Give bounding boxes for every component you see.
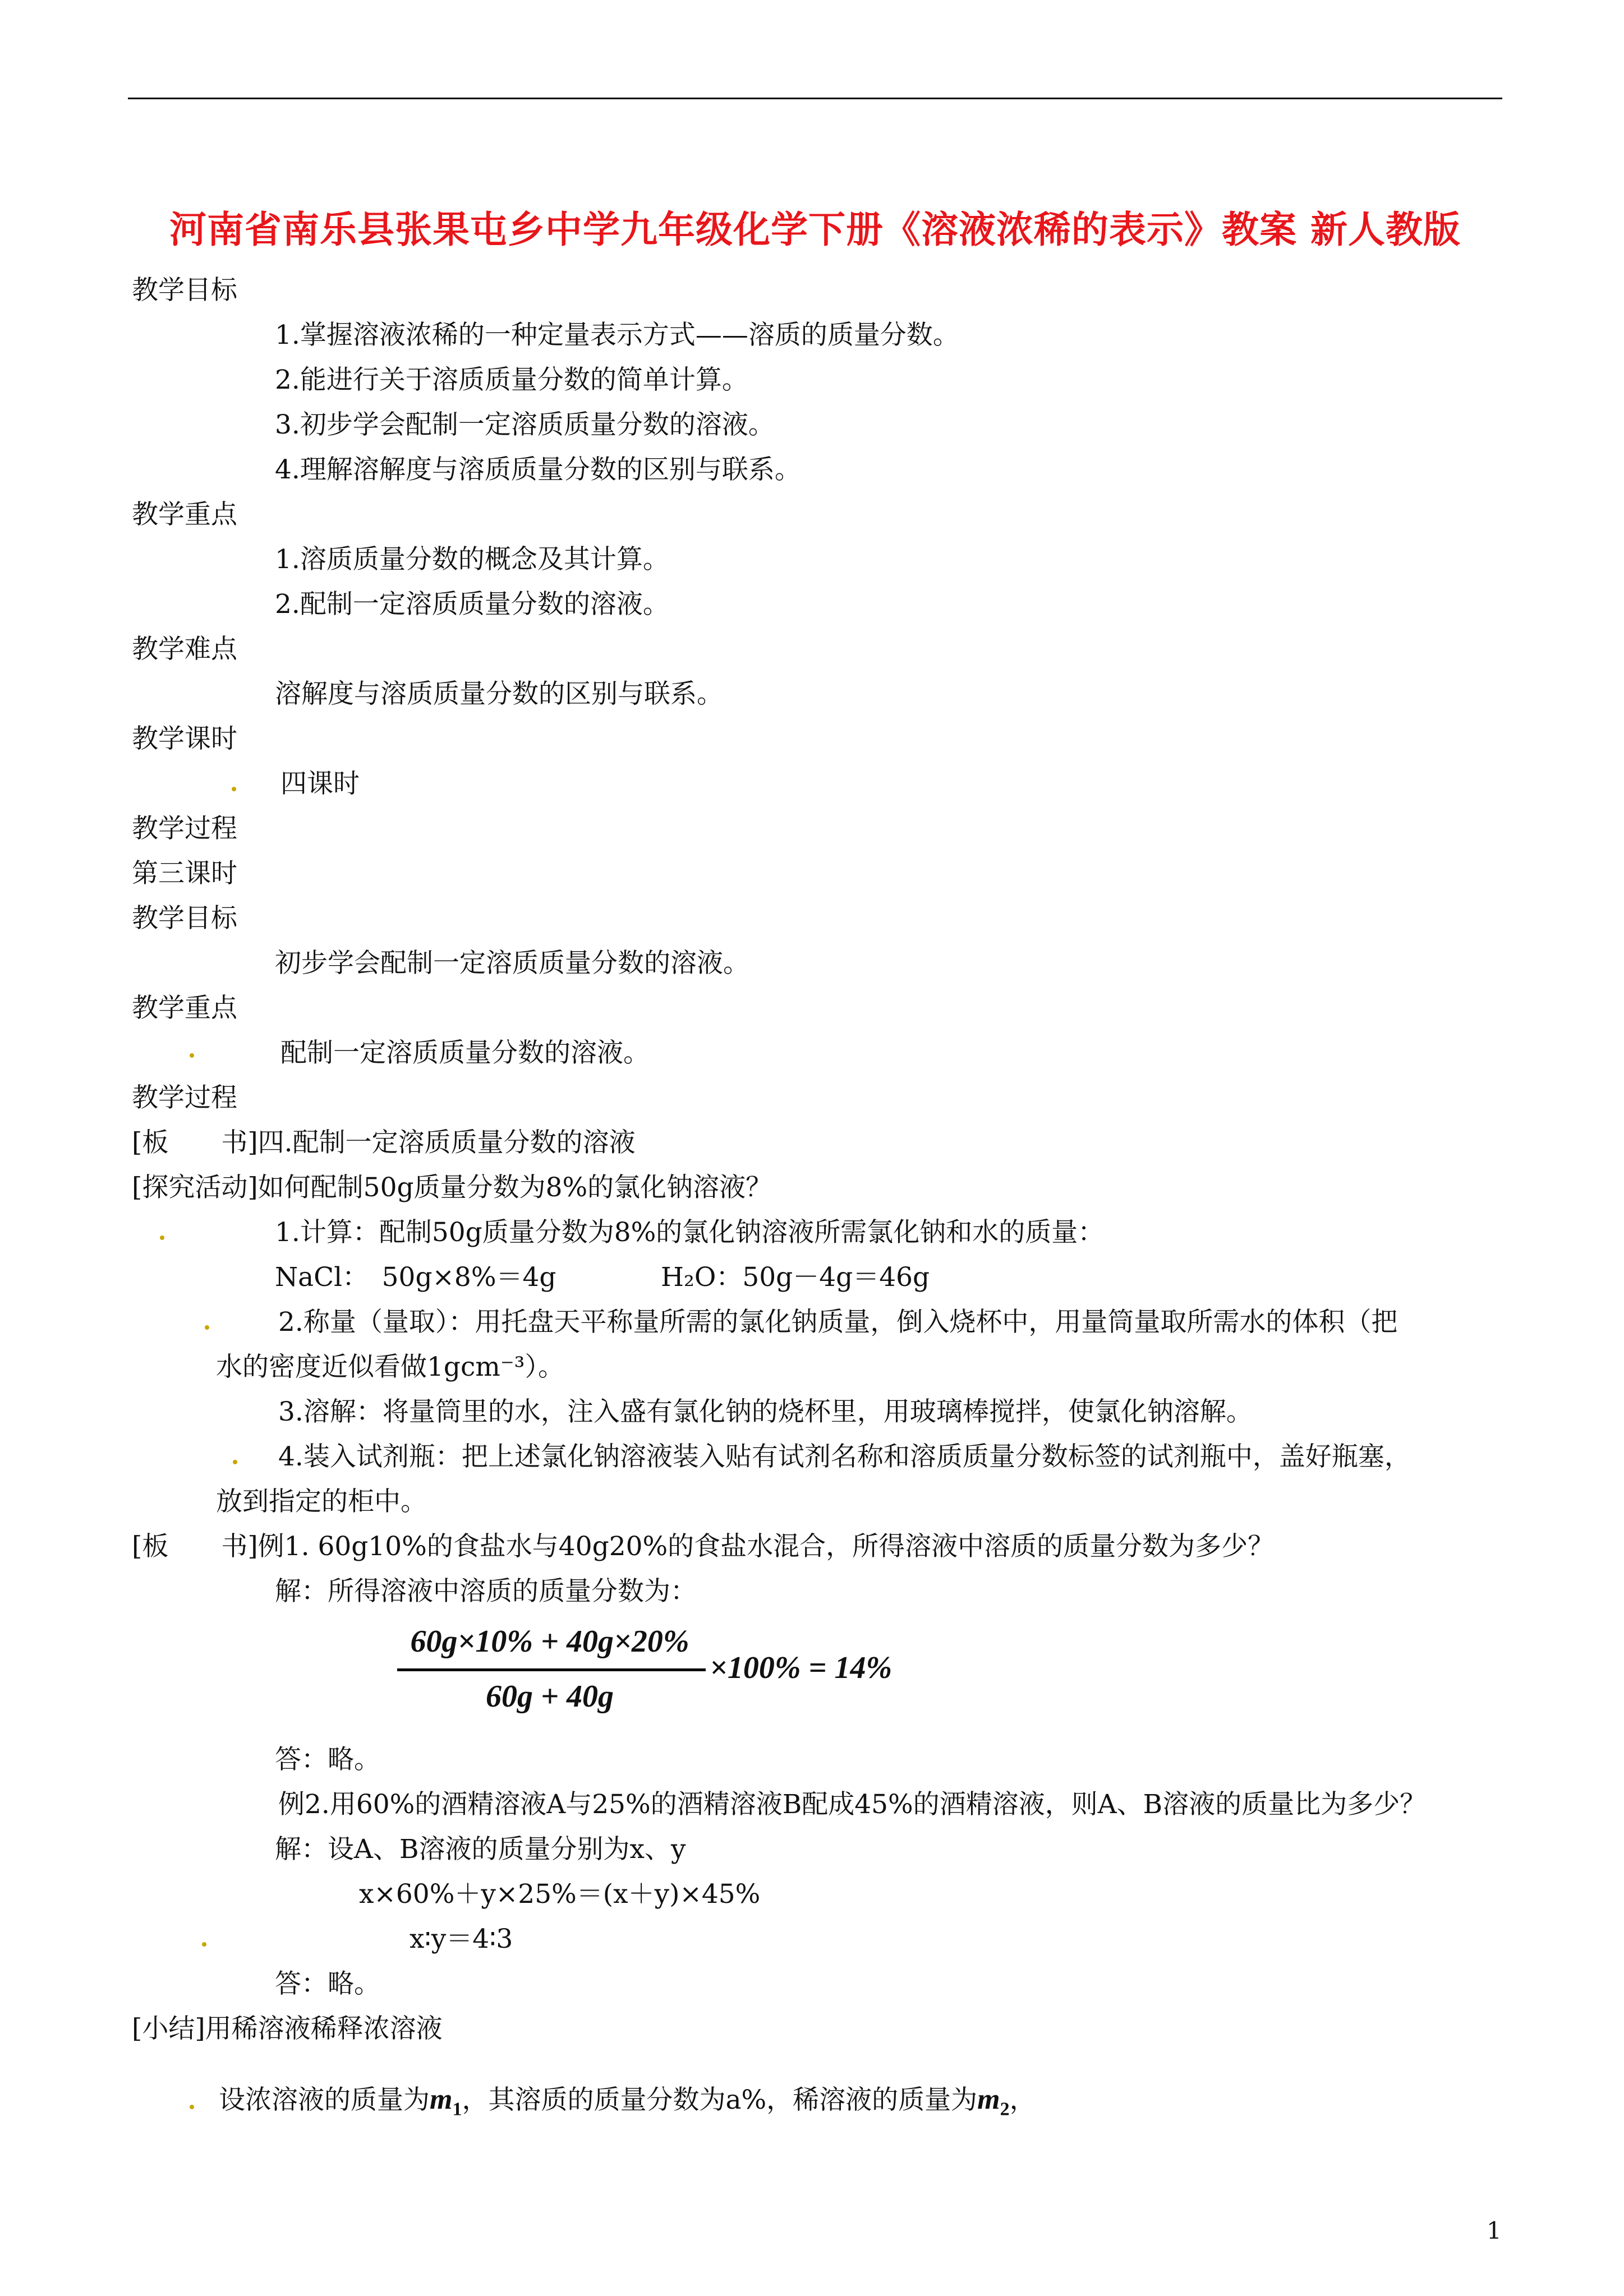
stray-mark	[160, 1235, 164, 1240]
page-number: 1	[1487, 2217, 1502, 2244]
example-2-ratio: x∶y＝4∶3	[410, 1924, 513, 1954]
dilution-text-2: ，其溶质的质量分数为a%，稀溶液的质量为	[462, 2085, 978, 2115]
step-bottle-cont: 放到指定的柜中。	[216, 1486, 427, 1517]
goal-item: 初步学会配制一定溶质质量分数的溶液。	[275, 948, 749, 979]
fraction-bar	[397, 1668, 706, 1671]
example-2-equation: x×60%＋y×25%＝(x＋y)×45%	[359, 1879, 761, 1910]
heading-key-points: 教学重点	[132, 499, 237, 530]
document-title: 河南省南乐县张果屯乡中学九年级化学下册《溶液浓稀的表示》教案 新人教版	[169, 208, 1461, 251]
calc-nacl: NaCl： 50g×8%＝4g	[275, 1262, 556, 1293]
heading-difficulties: 教学难点	[132, 634, 237, 665]
summary-heading: [小结]用稀溶液稀释浓溶液	[132, 2013, 443, 2044]
step-dissolve: 3.溶解：将量筒里的水，注入盛有氯化钠的烧杯里，用玻璃棒搅拌，使氯化钠溶解。	[278, 1396, 1253, 1427]
heading-teaching-goals-2: 教学目标	[132, 903, 237, 934]
header-rule	[128, 98, 1502, 99]
stray-mark	[202, 1942, 206, 1947]
example-2-let: 解：设A、B溶液的质量分别为x、y	[275, 1834, 686, 1865]
goal-item: 3.初步学会配制一定溶质质量分数的溶液。	[275, 409, 775, 440]
example-1-solution: 解：所得溶液中溶质的质量分数为：	[275, 1576, 697, 1607]
stray-mark	[190, 1053, 194, 1058]
symbol-m2: $m_2$	[977, 2083, 1010, 2120]
step-weigh: 2.称量（量取）：用托盘天平称量所需的氯化钠质量，倒入烧杯中，用量筒量取所需水的体积（把	[278, 1307, 1398, 1338]
dilution-text-1: 设浓溶液的质量为	[219, 2085, 430, 2115]
step-bottle: 4.装入试剂瓶：把上述氯化钠溶液装入贴有试剂名称和溶质质量分数标签的试剂瓶中，盖好瓶塞，	[278, 1441, 1411, 1472]
formula-numerator: 60g×10% + 40g×20%	[410, 1624, 689, 1659]
example-2-answer: 答：略。	[275, 1968, 380, 1999]
calc-water: H₂O：50g－4g＝46g	[661, 1262, 930, 1293]
heading-teaching-goals: 教学目标	[132, 275, 237, 306]
example-1: [板 书]例1. 60g10%的食盐水与40g20%的食盐水混合，所得溶液中溶质的质量分数为多少？	[132, 1531, 1275, 1562]
class-hours-value: 四课时	[280, 768, 360, 799]
goal-item: 1.掌握溶液浓稀的一种定量表示方式——溶质的质量分数。	[275, 320, 959, 351]
stray-mark	[205, 1325, 209, 1330]
dilution-setup	[219, 2083, 1036, 2126]
step-calculate: 1.计算：配制50g质量分数为8%的氯化钠溶液所需氯化钠和水的质量：	[275, 1217, 1105, 1248]
key-point-item: 配制一定溶质质量分数的溶液。	[280, 1038, 650, 1068]
formula-result: ×100% = 14%	[710, 1650, 892, 1685]
symbol-m1: $m_1$	[430, 2083, 462, 2120]
stray-mark	[233, 1460, 237, 1464]
stray-mark	[232, 787, 236, 791]
key-point-item: 2.配制一定溶质质量分数的溶液。	[275, 589, 669, 620]
example-2: 例2.用60%的酒精溶液A与25%的酒精溶液B配成45%的酒精溶液，则A、B溶液的质量比为多少？	[278, 1789, 1427, 1820]
heading-class-hours: 教学课时	[132, 723, 237, 754]
heading-teaching-process-2: 教学过程	[132, 1082, 237, 1113]
goal-item: 4.理解溶解度与溶质质量分数的区别与联系。	[275, 454, 801, 485]
heading-key-points-2: 教学重点	[132, 993, 237, 1023]
heading-teaching-process: 教学过程	[132, 813, 237, 844]
dilution-text-3: ，	[1009, 2085, 1036, 2115]
formula-denominator: 60g + 40g	[486, 1679, 614, 1714]
difficulty-item: 溶解度与溶质质量分数的区别与联系。	[275, 679, 723, 709]
step-weigh-cont: 水的密度近似看做1gcm⁻³）。	[216, 1352, 565, 1382]
heading-third-lesson: 第三课时	[132, 858, 237, 889]
inquiry-activity: [探究活动]如何配制50g质量分数为8%的氯化钠溶液？	[132, 1172, 772, 1203]
board-heading: [板 书]四.配制一定溶质质量分数的溶液	[132, 1127, 636, 1158]
goal-item: 2.能进行关于溶质质量分数的简单计算。	[275, 365, 748, 395]
example-1-answer: 答：略。	[275, 1744, 380, 1775]
key-point-item: 1.溶质质量分数的概念及其计算。	[275, 544, 669, 575]
stray-mark	[190, 2105, 194, 2109]
